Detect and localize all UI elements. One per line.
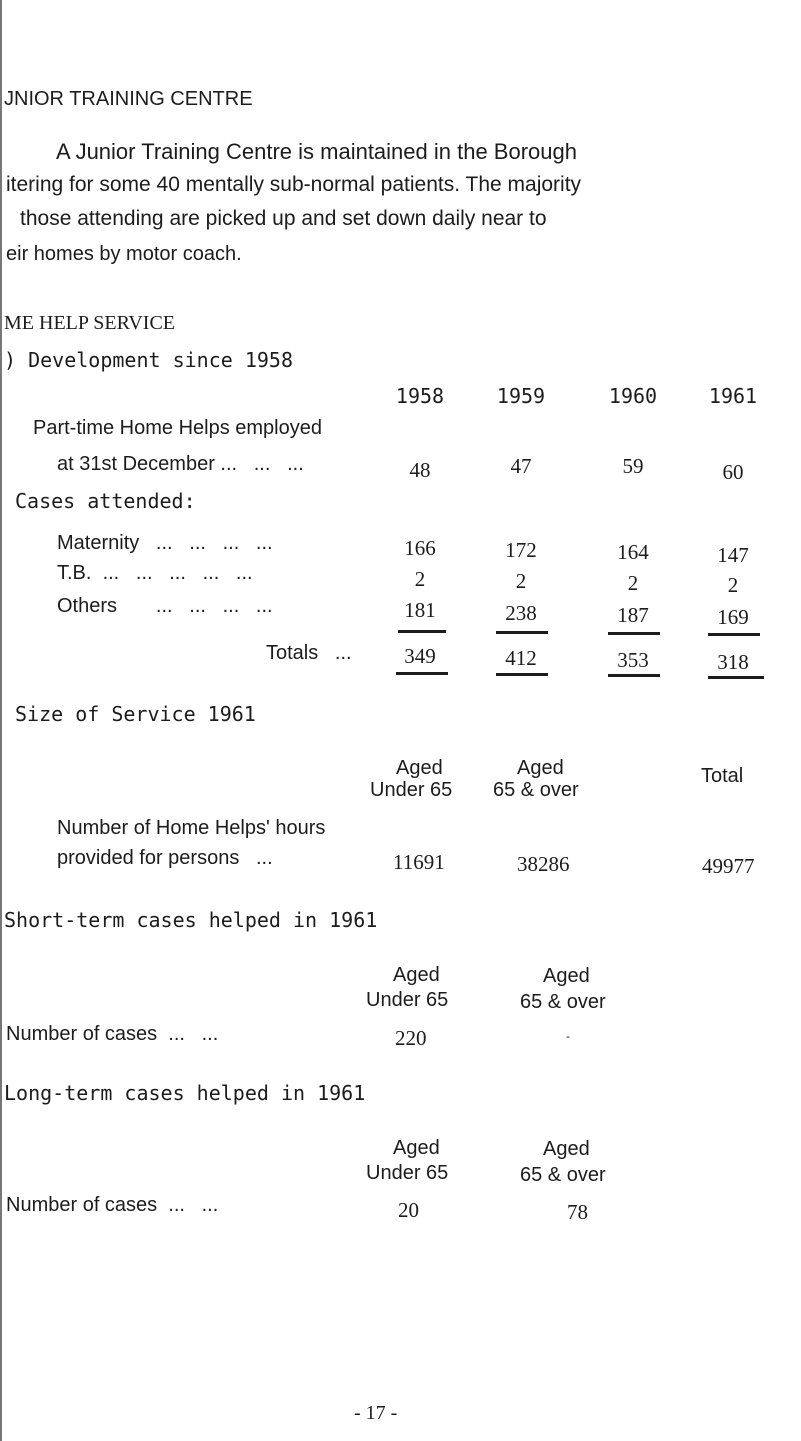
long-value-65over: 78 [567, 1200, 588, 1224]
others-1961: 169 [717, 605, 749, 629]
short-term-heading: Short-term cases helped in 1961 [4, 908, 378, 932]
totals-rule-1961 [708, 633, 760, 636]
maternity-1961: 147 [717, 543, 749, 567]
size-of-service-heading: Size of Service 1961 [15, 702, 256, 726]
long-value-under65: 20 [398, 1198, 419, 1222]
long-col-under65-line-2: Under 65 [366, 1162, 449, 1184]
long-row-label: Number of cases ... ... [6, 1194, 219, 1216]
part-time-1959: 47 [510, 454, 532, 478]
totals-1961: 318 [717, 650, 749, 674]
part-time-label-line-2: at 31st December ... ... ... [57, 453, 304, 475]
part-time-1961: 60 [722, 460, 744, 484]
junior-paragraph-line-1: A Junior Training Centre is maintained in the Borough [56, 139, 577, 164]
tb-1961: 2 [727, 573, 739, 597]
junior-training-heading: JNIOR TRAINING CENTRE [4, 88, 253, 110]
size-row-label-line-1: Number of Home Helps' hours [57, 817, 326, 839]
tb-1958: 2 [414, 567, 426, 591]
totals-1959: 412 [505, 646, 537, 670]
totals-rule-1958 [398, 630, 446, 633]
junior-paragraph-line-2: itering for some 40 mentally sub-normal patients. The majority [6, 173, 582, 196]
totals-underline-1960 [608, 674, 660, 677]
size-row-label-line-2: provided for persons ... [57, 847, 273, 869]
maternity-1960: 164 [617, 540, 649, 564]
junior-paragraph-line-3: those attending are picked up and set down daily near to [20, 207, 547, 230]
part-time-1958: 48 [409, 458, 431, 482]
short-col-65over-line-1: Aged [543, 965, 590, 987]
totals-rule-1960 [608, 632, 660, 635]
totals-underline-1961 [708, 676, 764, 679]
development-heading: ) Development since 1958 [4, 348, 293, 372]
year-header-1959: 1959 [496, 384, 546, 408]
totals-underline-1959 [496, 673, 548, 676]
year-header-1960: 1960 [608, 384, 658, 408]
junior-paragraph-line-4: eir homes by motor coach. [6, 243, 242, 265]
short-col-65over-line-2: 65 & over [520, 991, 606, 1013]
totals-rule-1959 [496, 631, 548, 634]
long-col-65over-line-2: 65 & over [520, 1164, 606, 1186]
size-value-65over: 38286 [517, 852, 570, 876]
part-time-label-line-1: Part-time Home Helps employed [33, 417, 322, 439]
size-value-total: 49977 [702, 854, 755, 878]
others-1958: 181 [404, 598, 436, 622]
short-col-under65-line-1: Aged [393, 964, 440, 986]
tb-label: T.B. ... ... ... ... ... [57, 562, 253, 584]
maternity-1958: 166 [404, 536, 436, 560]
short-row-label: Number of cases ... ... [6, 1023, 219, 1045]
long-col-65over-line-1: Aged [543, 1138, 590, 1160]
totals-label: Totals ... [266, 642, 352, 664]
size-col-total: Total [701, 765, 744, 787]
totals-underline-1958 [396, 672, 448, 675]
tb-1960: 2 [627, 571, 639, 595]
long-term-heading: Long-term cases helped in 1961 [4, 1081, 366, 1105]
tb-1959: 2 [515, 569, 527, 593]
totals-1958: 349 [404, 644, 436, 668]
cases-attended-label: Cases attended: [15, 489, 196, 513]
others-label: Others ... ... ... ... [57, 595, 273, 617]
maternity-1959: 172 [505, 538, 537, 562]
size-col-65over-line-2: 65 & over [493, 779, 579, 801]
others-1960: 187 [617, 603, 649, 627]
short-value-65over: - [566, 1029, 570, 1043]
year-header-1961: 1961 [708, 384, 758, 408]
page-edge-shadow [0, 0, 2, 1441]
year-header-1958: 1958 [395, 384, 445, 408]
part-time-1960: 59 [622, 454, 644, 478]
others-1959: 238 [505, 601, 537, 625]
size-col-under65-line-2: Under 65 [370, 779, 453, 801]
totals-1960: 353 [617, 648, 649, 672]
short-value-under65: 220 [395, 1026, 427, 1050]
short-col-under65-line-2: Under 65 [366, 989, 449, 1011]
size-col-under65-line-1: Aged [396, 757, 443, 779]
maternity-label: Maternity ... ... ... ... [57, 532, 273, 554]
size-col-65over-line-1: Aged [517, 757, 564, 779]
long-col-under65-line-1: Aged [393, 1137, 440, 1159]
home-help-heading: ME HELP SERVICE [4, 312, 175, 334]
size-value-under65: 11691 [393, 850, 445, 874]
page-number: - 17 - [354, 1402, 398, 1424]
